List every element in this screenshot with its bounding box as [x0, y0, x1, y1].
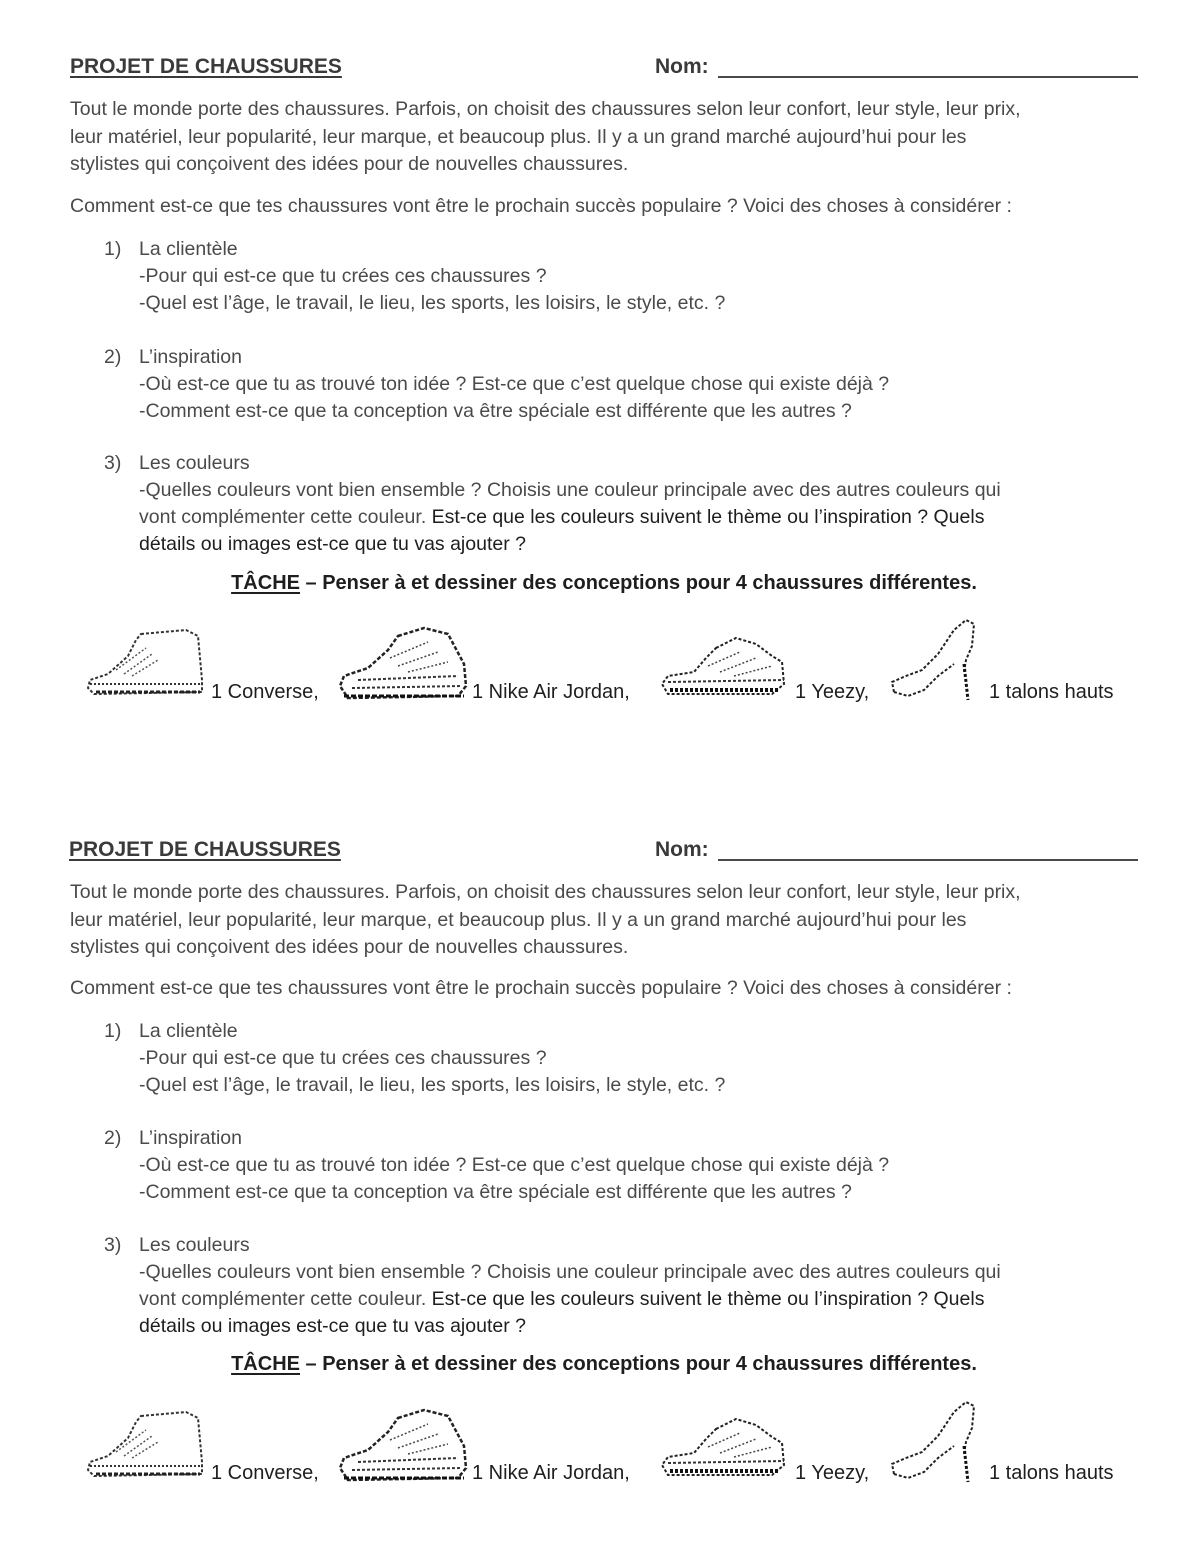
- name-label: Nom:: [655, 55, 709, 78]
- task-instruction: TÂCHE – Penser à et dessiner des conceptions pour 4 chaussures différentes.: [231, 572, 977, 594]
- shoe-label-high-heels: 1 talons hauts: [989, 1462, 1114, 1484]
- yeezy-sneaker-icon: [660, 632, 788, 702]
- task-instruction: TÂCHE – Penser à et dessiner des conceptions pour 4 chaussures différentes.: [231, 1353, 977, 1375]
- intro-paragraph: Tout le monde porte des chaussures. Parfois, on choisit des chaussures selon leur confort, leur style, leur prix, leur matériel, leur popularité, leur marque, et beaucoup plus. Il y a un grand marché aujourd’hui pour les stylistes qui conçoivent des idées pour de nouvelles chaussures.: [70, 98, 1021, 175]
- shoe-label-converse: 1 Converse,: [211, 681, 319, 703]
- worksheet-section-1: PROJET DE CHAUSSURES Nom: Tout le monde porte des chaussures. Parfois, on choisit des chaussures selon leur confort, leur style, leur prix, leur matériel, leur popularité, leur marque, et beaucoup plus. Il y a un grand marché aujourd’hui pour les stylistes qui conçoivent des idées pour de nouvelles chaussures. Comment est-ce que tes chaussures vont être le prochain succès populaire ? Voici des choses à considérer : 1) La clientèle -Pour qui est-ce que tu crées ces chaussures ? -Quel est l’âge, le travail, le lieu, les sports, les loisirs, le style, etc. ? 2) L’inspiration -Où est-ce que tu as trouvé ton idée ? Est-ce que c’est quelque chose qui existe déjà ? -Comment est-ce que ta conception va être spéciale est différente que les autres ? 3) Les couleurs -Quelles couleurs vont bien ensemble ? Choisis une couleur principale avec des autres couleurs qui vont complémenter cette couleur. Est-ce que les couleurs suivent le thème ou l’inspiration ? Quels détails ou images est-ce que tu vas ajouter ? TÂCHE – Penser à et dessiner des conceptions pour 4 chaussures différentes. 1 Converse, 1 Nike Air Jordan, 1 Yeezy, 1 talons hauts: [0, 0, 1200, 780]
- shoe-label-yeezy: 1 Yeezy,: [795, 681, 870, 703]
- item-heading: Les couleurs: [139, 1234, 250, 1256]
- guiding-question: Comment est-ce que tes chaussures vont être le prochain succès populaire ? Voici des choses à considérer :: [70, 977, 1012, 999]
- high-heel-icon: [888, 616, 984, 706]
- item-heading: La clientèle: [139, 1020, 238, 1042]
- converse-sneaker-icon: [86, 1408, 206, 1484]
- item-heading: La clientèle: [139, 238, 238, 260]
- name-label: Nom:: [655, 838, 709, 861]
- shoe-label-air-jordan: 1 Nike Air Jordan,: [472, 1462, 630, 1484]
- item-heading: L’inspiration: [139, 1127, 242, 1149]
- worksheet-title: PROJET DE CHAUSSURES: [70, 55, 342, 78]
- worksheet-section-2: PROJET DE CHAUSSURES Nom: Tout le monde porte des chaussures. Parfois, on choisit des chaussures selon leur confort, leur style, leur prix, leur matériel, leur popularité, leur marque, et beaucoup plus. Il y a un grand marché aujourd’hui pour les stylistes qui conçoivent des idées pour de nouvelles chaussures. Comment est-ce que tes chaussures vont être le prochain succès populaire ? Voici des choses à considérer : 1) La clientèle -Pour qui est-ce que tu crées ces chaussures ? -Quel est l’âge, le travail, le lieu, les sports, les loisirs, le style, etc. ? 2) L’inspiration -Où est-ce que tu as trouvé ton idée ? Est-ce que c’est quelque chose qui existe déjà ? -Comment est-ce que ta conception va être spéciale est différente que les autres ? 3) Les couleurs -Quelles couleurs vont bien ensemble ? Choisis une couleur principale avec des autres couleurs qui vont complémenter cette couleur. Est-ce que les couleurs suivent le thème ou l’inspiration ? Quels détails ou images est-ce que tu vas ajouter ? TÂCHE – Penser à et dessiner des conceptions pour 4 chaussures différentes. 1 Converse, 1 Nike Air Jordan, 1 Yeezy, 1 talons hauts: [0, 781, 1200, 1561]
- item-heading: L’inspiration: [139, 346, 242, 368]
- intro-paragraph: Tout le monde porte des chaussures. Parfois, on choisit des chaussures selon leur confort, leur style, leur prix, leur matériel, leur popularité, leur marque, et beaucoup plus. Il y a un grand marché aujourd’hui pour les stylistes qui conçoivent des idées pour de nouvelles chaussures.: [70, 881, 1021, 958]
- shoe-label-yeezy: 1 Yeezy,: [795, 1462, 870, 1484]
- guiding-question: Comment est-ce que tes chaussures vont être le prochain succès populaire ? Voici des choses à considérer :: [70, 195, 1012, 217]
- shoe-label-air-jordan: 1 Nike Air Jordan,: [472, 681, 630, 703]
- shoe-label-converse: 1 Converse,: [211, 1462, 319, 1484]
- name-field-line[interactable]: [718, 76, 1138, 78]
- air-jordan-sneaker-icon: [338, 1406, 470, 1486]
- yeezy-sneaker-icon: [660, 1413, 788, 1483]
- item-heading: Les couleurs: [139, 452, 250, 474]
- air-jordan-sneaker-icon: [338, 624, 470, 704]
- worksheet-title: PROJET DE CHAUSSURES: [69, 838, 341, 861]
- high-heel-icon: [888, 1398, 984, 1488]
- shoe-label-high-heels: 1 talons hauts: [989, 681, 1114, 703]
- converse-sneaker-icon: [86, 626, 206, 702]
- name-field-line[interactable]: [718, 859, 1138, 861]
